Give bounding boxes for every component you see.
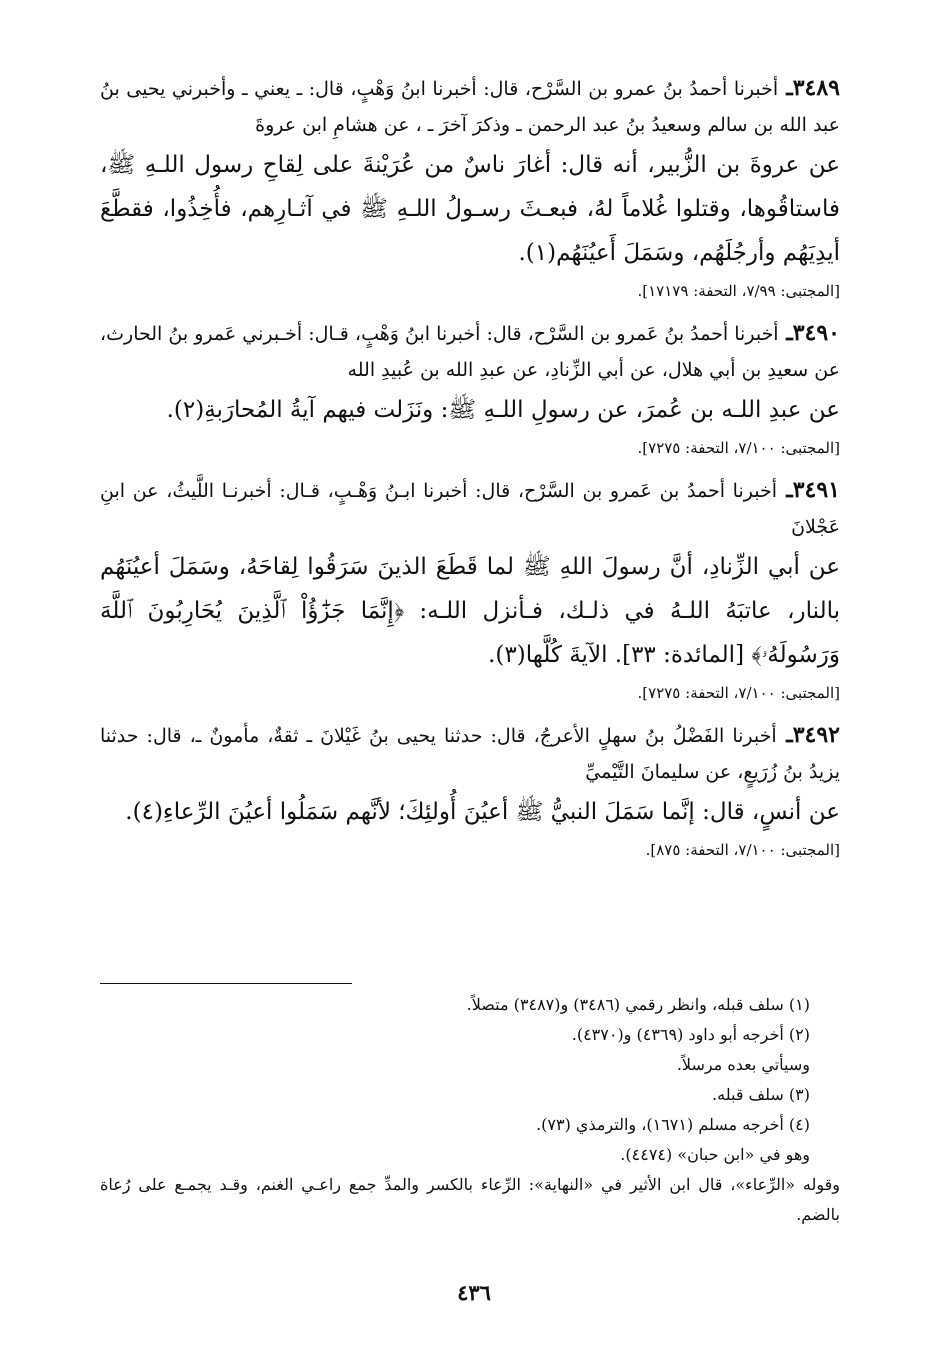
hadith-number: ٣٤٩٢ <box>792 722 840 748</box>
hadith-3490 <box>100 315 840 462</box>
footnote-4-note: وهو في «ابن حبان» (٤٤٧٤). <box>620 1145 810 1164</box>
hadith-isnad: ٣٤٩١ـ أخبرنا أحمدُ بن عَمرو بن السَّرْح، قال: أخبرنا ابـنُ وَهْـبٍ، قـال: أخبرنـا اللَّيثُ، عن ابنِ عَجْلانَ <box>100 477 840 538</box>
hadith-number: ٣٤٨٩ <box>792 75 840 101</box>
page-number: ٤٣٦ <box>457 1280 491 1305</box>
hadith-isnad: ٣٤٩٢ـ أخبرنا الفَضْلُ بنُ سهلٍ الأعرجُ، قال: حدثنا يحيى بنُ غَيْلانَ ـ ثقةٌ، مأمونٌ ـ، قال: حدثنا يزيدُ بنُ زُرَيعٍ، عن سليمانَ التَّيْميِّ <box>100 722 840 783</box>
hadith-chain: أخبرنا أحمدُ بنُ عمرو بن السَّرْح، قال: أخبرنا ابنُ وَهْبٍ، قال: ـ يعني ـ وأخبرني يحيى بنُ عبد الله بن سالم وسعيدُ بنُ عبد الرحمن ـ وذكرَ آخرَ ـ ، عن هشامِ ابن عروةَ <box>100 78 840 136</box>
hadith-matn: عن عروةَ بن الزُّبير، أنه قال: أغارَ ناسٌ من عُرَيْنةَ على لِقاحِ رسول اللـهِ ﷺ، فاستاقُوها، وقتلوا غُلاماً لهُ، فبعـثَ رسـولُ اللـهِ ﷺ في آثـارِهم، فأُخِذُوا، فقطَّعَ أيدِيَهُم وأرجُلَهُم، وسَمَلَ أَعيُنَهُم(١). <box>100 152 840 266</box>
footnotes <box>100 990 840 1230</box>
hadith-matn: عن أبي الزِّنادِ، أنَّ رسولَ اللهِ ﷺ لما قَطَعَ الذينَ سَرَقُوا لِقاحَهُ، وسَمَلَ أعيُنَهُم بالنار، عاتبَهُ اللـهُ في ذلـك، فـأنزل اللـه: ﴿إِنَّمَا جَزَٰٓؤُاْ ٱلَّذِينَ يُحَارِبُونَ ٱللَّهَ وَرَسُولَهُۥ﴾ [المائدة: ٣٣]. الآيةَ كُلَّها(٣). <box>100 554 840 668</box>
hadith-reference: [المجتبى: ٧/١٠٠، التحفة: ٨٧٥]. <box>645 841 840 859</box>
hadith-chain: أخبرنا أحمدُ بن عَمرو بن السَّرْح، قال: أخبرنا ابـنُ وَهْـبٍ، قـال: أخبرنـا اللَّيثُ، عن ابنِ عَجْلانَ <box>100 480 840 538</box>
hadith-matn: عن أنسٍ، قال: إنَّما سَمَلَ النبيُّ ﷺ أعيُنَ أُولئِكَ؛ لأنَّهم سَمَلُوا أعيُنَ الرِّعاءِ(٤). <box>125 799 840 825</box>
hadith-chain: أخبرنا أحمدُ بنُ عَمرو بن السَّرْح، قال: أخبرنا ابنُ وَهْبٍ، قـال: أخـبرني عَمرو بنُ الحارث، عن سعيدِ بن أبي هلال، عن أبي الزِّنادِ، عن عبدِ الله بن عُبيدِ الله <box>100 323 840 381</box>
hadith-reference: [المجتبى: ٧/٩٩، التحفة: ١٧١٧٩]. <box>637 282 840 300</box>
footnote-3: (٣) سلف قبله. <box>712 1085 810 1104</box>
footnote-1: (١) سلف قبله، وانظر رقمي (٣٤٨٦) و(٣٤٨٧) متصلاً. <box>466 995 810 1014</box>
footnote-4: (٤) أخرجه مسلم (١٦٧١)، والترمذي (٧٣). <box>536 1115 810 1134</box>
footnote-2-note: وسيأتي بعده مرسلاً. <box>676 1055 810 1074</box>
hadith-isnad: ٣٤٨٩ـ أخبرنا أحمدُ بنُ عمرو بن السَّرْح، قال: أخبرنا ابنُ وَهْبٍ، قال: ـ يعني ـ وأخبرني يحيى بنُ عبد الله بن سالم وسعيدُ بنُ عبد الرحمن ـ وذكرَ آخرَ ـ ، عن هشامِ ابن عروةَ <box>100 75 840 136</box>
main-text <box>100 70 840 874</box>
hadith-number: ٣٤٩١ <box>792 477 840 503</box>
footnote-divider <box>100 983 352 984</box>
hadith-3491 <box>100 472 840 707</box>
footnote-4-gloss: وقوله «الرِّعاء»، قال ابن الأثير في «النهاية»: الرِّعاء بالكسر والمدِّ جمع راعـي الغنم، وقـد يجمـع على رُعاة بالضم. <box>100 1175 840 1224</box>
hadith-reference: [المجتبى: ٧/١٠٠، التحفة: ٧٢٧٥]. <box>637 439 840 457</box>
hadith-chain: أخبرنا الفَضْلُ بنُ سهلٍ الأعرجُ، قال: حدثنا يحيى بنُ غَيْلانَ ـ ثقةٌ، مأمونٌ ـ، قال: حدثنا يزيدُ بنُ زُرَيعٍ، عن سليمانَ التَّيْميِّ <box>100 725 840 783</box>
hadith-3489 <box>100 70 840 305</box>
hadith-matn: عن عبدِ اللـه بن عُمرَ، عن رسولِ اللـهِ ﷺ: ونَزَلت فيهم آيةُ المُحارَبةِ(٢). <box>166 397 840 423</box>
hadith-3492 <box>100 717 840 864</box>
hadith-isnad: ٣٤٩٠ـ أخبرنا أحمدُ بنُ عَمرو بن السَّرْح، قال: أخبرنا ابنُ وَهْبٍ، قـال: أخـبرني عَمرو بنُ الحارث، عن سعيدِ بن أبي هلال، عن أبي الزِّنادِ، عن عبدِ الله بن عُبيدِ الله <box>100 320 840 381</box>
hadith-reference: [المجتبى: ٧/١٠٠، التحفة: ٧٢٧٥]. <box>637 684 840 702</box>
footnote-2: (٢) أخرجه أبو داود (٤٣٦٩) و(٤٣٧٠). <box>571 1025 810 1044</box>
hadith-number: ٣٤٩٠ <box>792 320 840 346</box>
